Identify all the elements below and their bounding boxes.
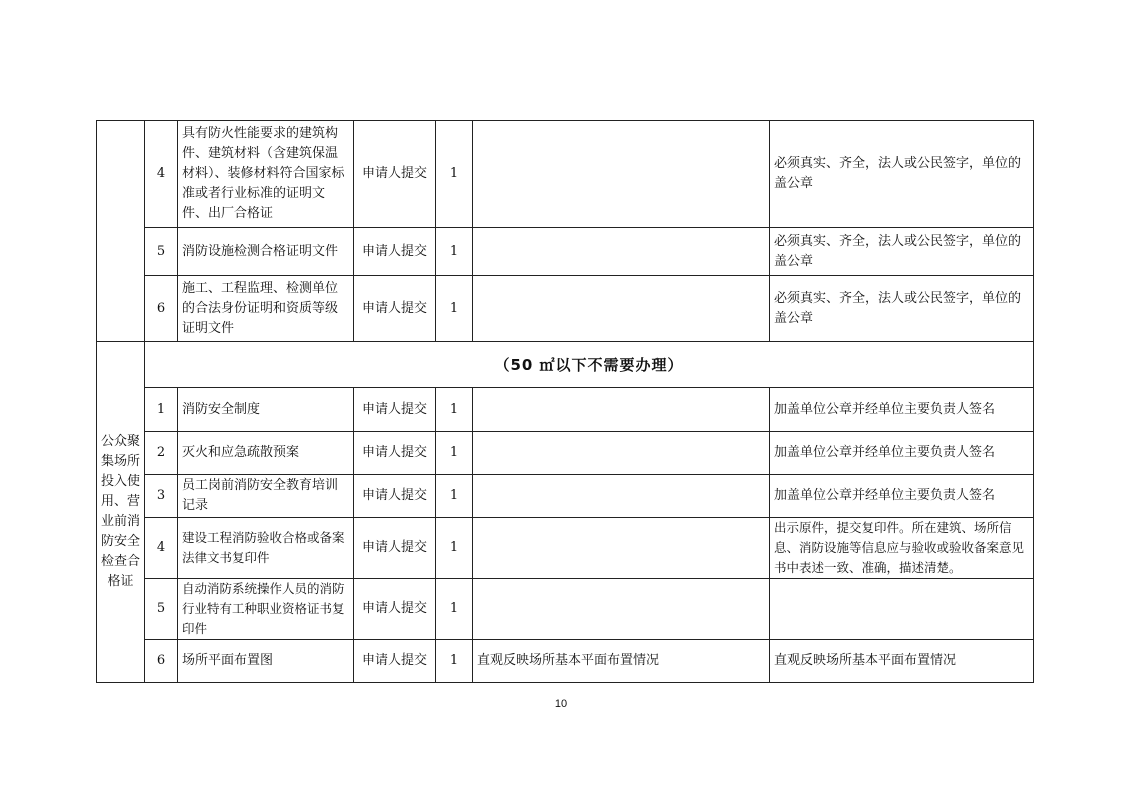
material-count: 1 (436, 579, 473, 640)
section-notice: （50 ㎡以下不需要办理） (145, 342, 1034, 388)
table-row (97, 475, 1034, 518)
material-name: 消防安全制度 (178, 388, 354, 432)
material-name: 员工岗前消防安全教育培训记录 (178, 475, 354, 518)
material-note (473, 388, 770, 432)
material-count: 1 (436, 121, 473, 228)
material-note (473, 432, 770, 475)
row-index: 2 (145, 432, 178, 475)
table-row (97, 388, 1034, 432)
material-count: 1 (436, 432, 473, 475)
section-notice-row (97, 342, 1034, 388)
material-source: 申请人提交 (354, 121, 436, 228)
material-name: 自动消防系统操作人员的消防行业特有工种职业资格证书复印件 (178, 579, 354, 640)
material-note (473, 276, 770, 342)
material-count: 1 (436, 388, 473, 432)
material-source: 申请人提交 (354, 475, 436, 518)
row-index: 4 (145, 518, 178, 579)
row-index: 6 (145, 276, 178, 342)
material-name: 场所平面布置图 (178, 640, 354, 683)
material-requirement: 加盖单位公章并经单位主要负责人签名 (770, 475, 1034, 518)
material-count: 1 (436, 475, 473, 518)
material-note (473, 228, 770, 276)
page-number: 10 (554, 698, 568, 710)
material-note (473, 518, 770, 579)
material-note (473, 121, 770, 228)
material-requirement: 出示原件，提交复印件。所在建筑、场所信息、消防设施等信息应与验收或验收备案意见书中表述一致、准确，描述清楚。 (770, 518, 1034, 579)
material-requirement: 加盖单位公章并经单位主要负责人签名 (770, 432, 1034, 475)
material-count: 1 (436, 518, 473, 579)
table-row (97, 518, 1034, 579)
material-name: 灭火和应急疏散预案 (178, 432, 354, 475)
table-row (97, 228, 1034, 276)
material-requirement: 直观反映场所基本平面布置情况 (770, 640, 1034, 683)
table-row (97, 640, 1034, 683)
material-requirement: 加盖单位公章并经单位主要负责人签名 (770, 388, 1034, 432)
category-cell-empty (97, 121, 145, 342)
material-note: 直观反映场所基本平面布置情况 (473, 640, 770, 683)
material-count: 1 (436, 276, 473, 342)
material-requirement: 必须真实、齐全，法人或公民签字，单位的盖公章 (770, 121, 1034, 228)
material-name: 消防设施检测合格证明文件 (178, 228, 354, 276)
material-note (473, 579, 770, 640)
material-name: 具有防火性能要求的建筑构件、建筑材料（含建筑保温材料）、装修材料符合国家标准或者行业标准的证明文件、出厂合格证 (178, 121, 354, 228)
material-source: 申请人提交 (354, 518, 436, 579)
row-index: 5 (145, 228, 178, 276)
material-source: 申请人提交 (354, 228, 436, 276)
row-index: 5 (145, 579, 178, 640)
row-index: 1 (145, 388, 178, 432)
table-row (97, 579, 1034, 640)
material-name: 建设工程消防验收合格或备案法律文书复印件 (178, 518, 354, 579)
row-index: 4 (145, 121, 178, 228)
table-row (97, 432, 1034, 475)
row-index: 6 (145, 640, 178, 683)
material-note (473, 475, 770, 518)
material-source: 申请人提交 (354, 640, 436, 683)
material-source: 申请人提交 (354, 276, 436, 342)
material-source: 申请人提交 (354, 432, 436, 475)
row-index: 3 (145, 475, 178, 518)
material-requirement: 必须真实、齐全，法人或公民签字，单位的盖公章 (770, 228, 1034, 276)
table-row (97, 121, 1034, 228)
materials-table (96, 120, 1034, 683)
category-cell: 公众聚集场所投入使用、营业前消防安全检查合格证 (97, 342, 145, 683)
material-source: 申请人提交 (354, 388, 436, 432)
material-source: 申请人提交 (354, 579, 436, 640)
material-count: 1 (436, 640, 473, 683)
table-row (97, 276, 1034, 342)
material-name: 施工、工程监理、检测单位的合法身份证明和资质等级证明文件 (178, 276, 354, 342)
material-requirement: 必须真实、齐全，法人或公民签字，单位的盖公章 (770, 276, 1034, 342)
material-count: 1 (436, 228, 473, 276)
material-requirement (770, 579, 1034, 640)
